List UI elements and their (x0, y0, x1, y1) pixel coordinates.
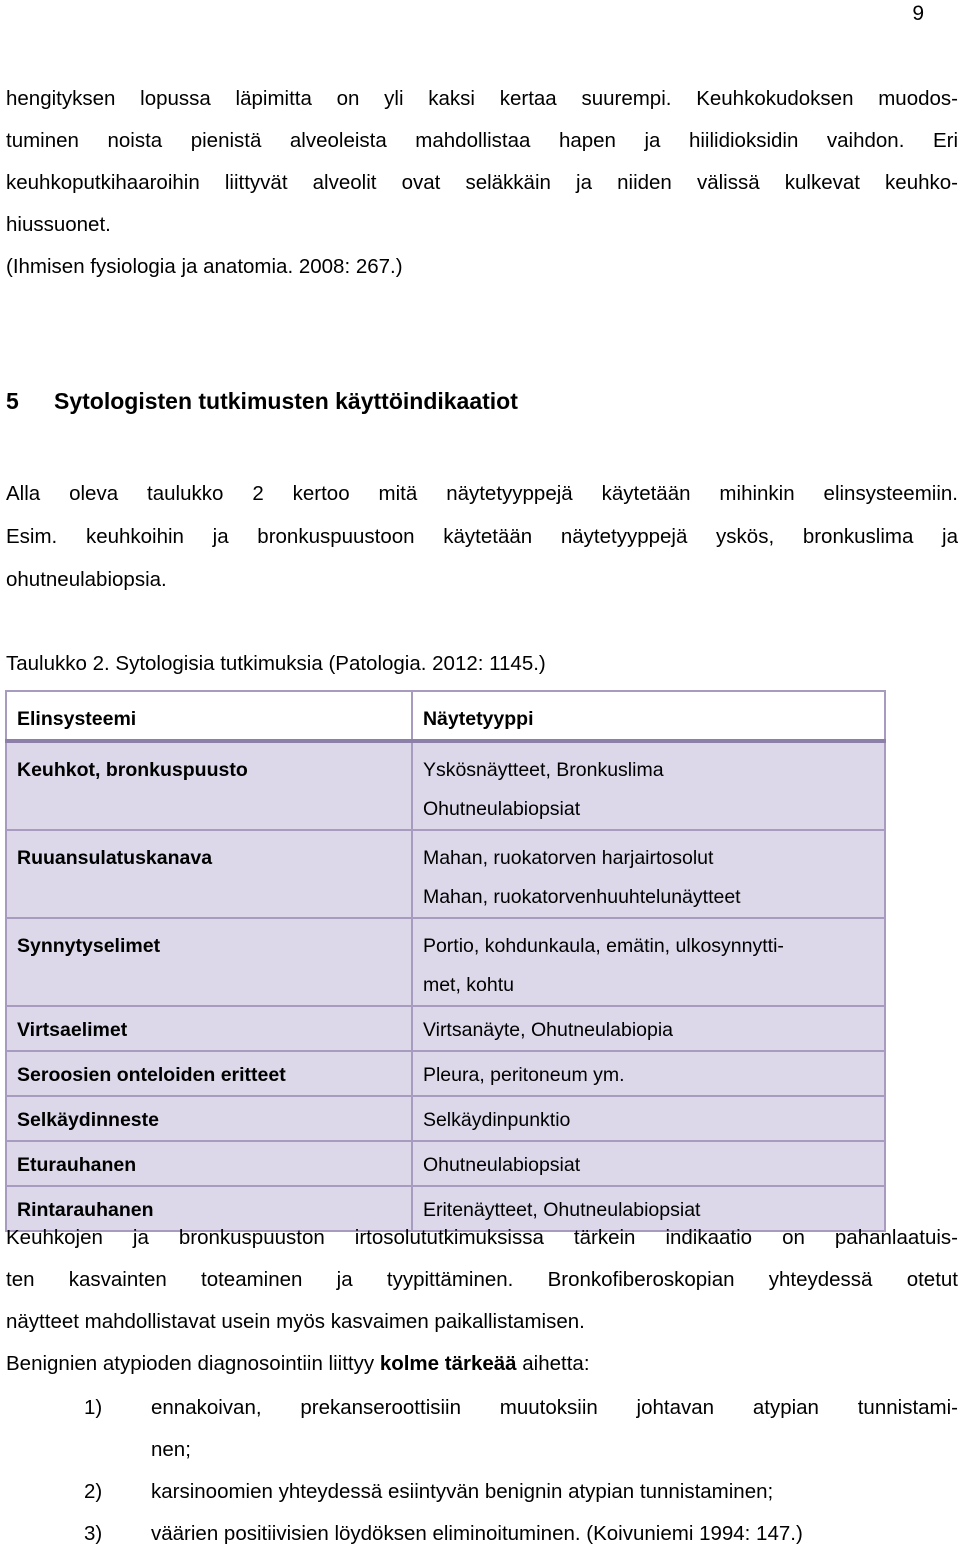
sample-cell: Eritenäytteet, Ohutneulabiopsiat (412, 1186, 885, 1231)
conclusion-line: Keuhkojen ja bronkuspuuston irtosolututkimuksissa tärkein indikaatio on pahanlaatuis- (6, 1226, 958, 1249)
section-heading (6, 388, 518, 415)
header-organ-system: Elinsysteemi (6, 691, 412, 741)
section-paragraph-line: Alla oleva taulukko 2 kertoo mitä näytetyyppejä käytetään mihinkin elinsysteemiin. (6, 482, 958, 505)
sample-cell: Ohutneulabiopsiat (412, 1141, 885, 1186)
table-row (6, 1096, 885, 1141)
organ-cell: Synnytyselimet (6, 918, 412, 1006)
list-item-number: 2) (84, 1480, 103, 1503)
intro-line: hengityksen lopussa läpimitta on yli kaksi kertaa suurempi. Keuhkokudoksen muodos- (6, 87, 958, 110)
list-item-line: ennakoivan, prekanseroottisiin muutoksiin johtavan atypian tunnistami- (151, 1396, 958, 1419)
sample-cell (412, 741, 885, 830)
sample-line: met, kohtu (422, 974, 514, 996)
organ-cell: Virtsaelimet (6, 1006, 412, 1051)
sample-line: Yskösnäytteet, Bronkuslima (422, 759, 664, 781)
sample-cell: Virtsanäyte, Ohutneulabiopia (412, 1006, 885, 1051)
intro-line: keuhkoputkihaaroihin liittyvät alveolit ovat seläkkäin ja niiden välissä kulkevat keuhko- (6, 171, 958, 194)
table-header-row (6, 691, 885, 741)
header-sample-type: Näytetyyppi (412, 691, 885, 741)
list-item-number: 3) (84, 1522, 103, 1545)
organ-cell: Seroosien onteloiden eritteet (6, 1051, 412, 1096)
table-caption: Taulukko 2. Sytologisia tutkimuksia (Patologia. 2012: 1145.) (6, 652, 546, 675)
conclusion-line: näytteet mahdollistavat usein myös kasvaimen paikallistamisen. (6, 1310, 585, 1333)
intro-line: tuminen noista pienistä alveoleista mahdollistaa hapen ja hiilidioksidin vaihdon. Eri (6, 129, 958, 152)
list-item (6, 1471, 958, 1513)
list-item (6, 1387, 958, 1471)
sample-cell: Selkäydinpunktio (412, 1096, 885, 1141)
table-row (6, 1051, 885, 1096)
sample-cell: Pleura, peritoneum ym. (412, 1051, 885, 1096)
section-paragraph (6, 472, 958, 601)
benign-prefix: Benignien atypioden diagnosointiin liittyy (6, 1352, 380, 1375)
benign-emphasis: kolme tärkeää (379, 1352, 517, 1375)
table-row (6, 1141, 885, 1186)
atypia-list (6, 1387, 958, 1555)
list-item-number: 1) (84, 1396, 103, 1419)
organ-cell: Selkäydinneste (6, 1096, 412, 1141)
organ-cell: Rintarauhanen (6, 1186, 412, 1231)
section-paragraph-line: Esim. keuhkoihin ja bronkuspuustoon käytetään näytetyyppejä yskös, bronkuslima ja (6, 525, 958, 548)
section-title: Sytologisten tutkimusten käyttöindikaatiot (54, 388, 518, 414)
table-row (6, 741, 885, 830)
sample-line: Mahan, ruokatorven harjairtosolut (422, 847, 714, 869)
sample-line: Mahan, ruokatorvenhuuhtelunäytteet (422, 886, 741, 908)
section-number: 5 (6, 388, 19, 414)
sample-line: Portio, kohdunkaula, emätin, ulkosynnytti- (422, 935, 784, 957)
page-number: 9 (912, 2, 924, 25)
organ-cell: Ruuansulatuskanava (6, 830, 412, 918)
sample-cell (412, 918, 885, 1006)
intro-citation: (Ihmisen fysiologia ja anatomia. 2008: 267.) (6, 255, 403, 278)
list-item-line: nen; (151, 1438, 191, 1461)
section-paragraph-line: ohutneulabiopsia. (6, 568, 167, 591)
intro-paragraph (6, 78, 958, 288)
sample-line: Ohutneulabiopsiat (422, 798, 581, 820)
table-row (6, 830, 885, 918)
list-item-line: karsinoomien yhteydessä esiintyvän benignin atypian tunnistaminen; (151, 1480, 774, 1503)
conclusion-line: ten kasvainten toteaminen ja tyypittäminen. Bronkofiberoskopian yhteydessä otetut (6, 1268, 958, 1291)
intro-line: hiussuonet. (6, 213, 111, 236)
organ-cell: Eturauhanen (6, 1141, 412, 1186)
conclusion-paragraph (6, 1217, 958, 1385)
sample-cell (412, 830, 885, 918)
table-row (6, 1006, 885, 1051)
benign-intro-line (6, 1343, 958, 1385)
benign-suffix: aihetta: (516, 1352, 590, 1375)
cytology-table (5, 690, 886, 1232)
organ-cell: Keuhkot, bronkuspuusto (6, 741, 412, 830)
table-row (6, 918, 885, 1006)
list-item-line: väärien positiivisien löydöksen eliminoituminen. (Koivuniemi 1994: 147.) (151, 1522, 803, 1545)
